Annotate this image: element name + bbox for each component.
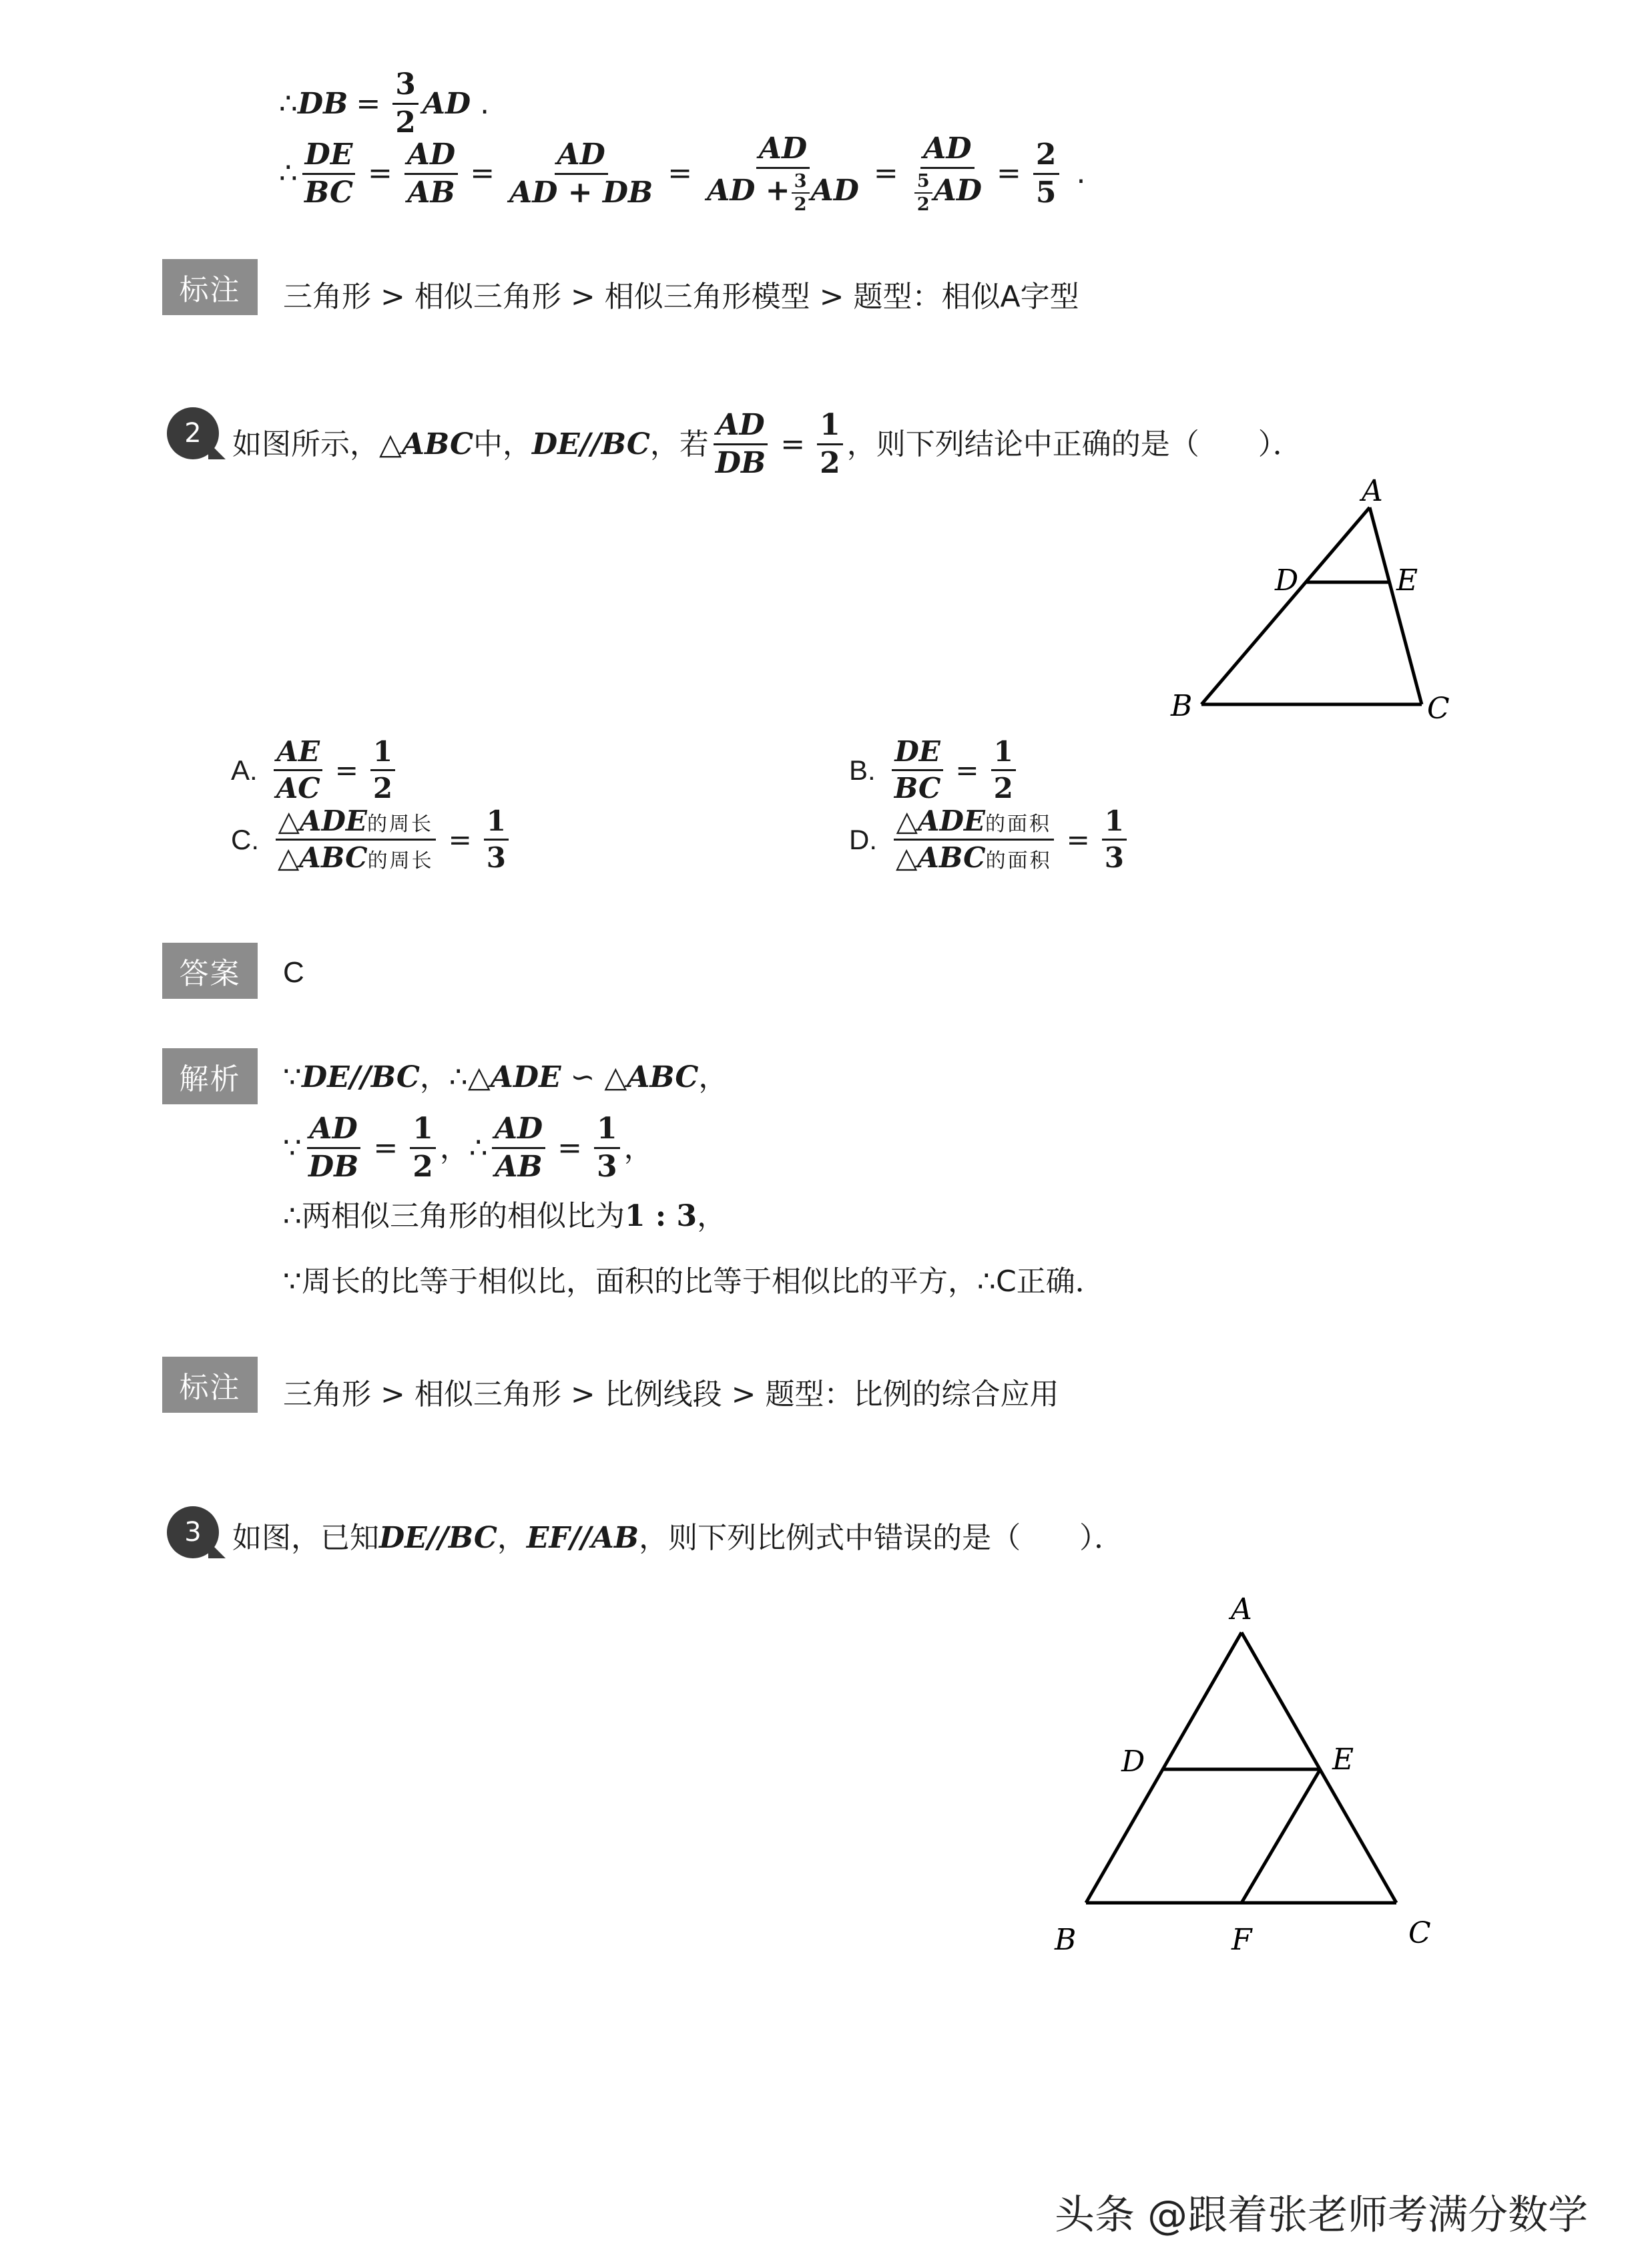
- fraction: $\frac{DE}{BC}$: [302, 140, 356, 208]
- tag-text: 三角形 > 相似三角形 > 相似三角形模型 > 题型：相似A字型: [283, 280, 1079, 314]
- vertex-label-e: E: [1396, 564, 1418, 598]
- equals-sign: =: [997, 156, 1021, 191]
- math-var: AD: [422, 86, 471, 121]
- fraction: $\frac{AD}{AD + DB}$: [509, 137, 653, 210]
- side-ab: [1201, 507, 1370, 704]
- question-number-badge: 3: [167, 1506, 219, 1558]
- analysis-line-2: ∵ $\frac{AD}{DB}$ = $\frac{1}{2}$ ，∴ $\frac{AD}{AB}$ = $\frac{1}{3}$ ，: [283, 1112, 653, 1184]
- triangle-figure-q3: [1041, 1589, 1455, 1963]
- equals-sign: =: [368, 156, 392, 191]
- analysis-label: 解析: [162, 1048, 258, 1104]
- period: .: [480, 86, 490, 121]
- triangle-figure-q2: [1161, 467, 1468, 734]
- period: .: [1076, 156, 1086, 191]
- option-c[interactable]: C. $\frac{\text{△ADE的周长}}{\text{△ABC的周长}}$ = $\frac{1}{3}$: [231, 807, 513, 873]
- analysis-line-4: ∵周长的比等于相似比，面积的比等于相似比的平方，∴C正确．: [283, 1265, 1105, 1299]
- vertex-label-a: A: [1231, 1592, 1252, 1626]
- fraction: AD $\frac{5}{2}$ AD: [910, 134, 985, 214]
- analysis-line-1: ∵ DE//BC ，∴△ ADE ∽ △ ABC ，: [283, 1060, 728, 1094]
- equals-sign: =: [470, 156, 495, 191]
- segment-ef: [1242, 1769, 1320, 1903]
- therefore-sign: ∴: [279, 156, 298, 191]
- equals-sign: =: [356, 86, 381, 121]
- vertex-label-b: B: [1055, 1923, 1077, 1957]
- option-d[interactable]: D. $\frac{\text{△ADE的面积}}{\text{△ABC的面积}}$ = $\frac{1}{3}$: [849, 807, 1131, 873]
- vertex-label-d: D: [1275, 564, 1299, 598]
- answer-label: 答案: [162, 943, 258, 999]
- option-b[interactable]: B. $\frac{DE}{BC}$ = $\frac{1}{2}$: [849, 737, 1020, 803]
- fraction: $\frac{2}{5}$: [1033, 140, 1059, 208]
- fraction: $\frac{3}{2}$: [392, 69, 419, 138]
- question-3-text: 如图，已知 DE//BC ， EF//AB ，则下列比例式中错误的是（ ）．: [232, 1521, 1124, 1555]
- vertex-label-d: D: [1121, 1745, 1145, 1779]
- vertex-label-f: F: [1231, 1923, 1252, 1957]
- tag-label: 标注: [162, 259, 258, 315]
- answer-value: C: [283, 956, 304, 989]
- vertex-label-e: E: [1332, 1743, 1354, 1777]
- tag-text: 三角形 > 相似三角形 > 比例线段 > 题型：比例的综合应用: [283, 1377, 1059, 1411]
- vertex-label-b: B: [1171, 689, 1193, 723]
- fraction: AD AD + $\frac{3}{2}$ AD: [707, 132, 859, 215]
- fraction: $\frac{AD}{AB}$: [404, 140, 458, 208]
- vertex-label-c: C: [1427, 692, 1450, 726]
- analysis-line-3: ∴两相似三角形的相似比为 1 : 3 ，: [283, 1199, 727, 1233]
- prev-line-2: [279, 134, 1086, 214]
- equals-sign: =: [667, 156, 693, 191]
- vertex-label-a: A: [1362, 474, 1383, 508]
- vertex-label-c: C: [1408, 1916, 1431, 1950]
- therefore-sign: ∴: [279, 86, 298, 121]
- side-ac: [1370, 507, 1422, 704]
- equals-sign: =: [873, 156, 898, 191]
- option-a[interactable]: A. $\frac{AE}{AC}$ = $\frac{1}{2}$: [231, 737, 399, 803]
- watermark: 头条 @跟着张老师考满分数学: [1055, 2192, 1589, 2239]
- question-number-badge: 2: [167, 407, 219, 459]
- question-2-text: 如图所示， △ ABC 中， DE//BC ，若 $\frac{AD}{DB}$ = $\frac{1}{2}$ ，则下列结论中正确的是（ ）．: [232, 408, 1302, 481]
- tag-label: 标注: [162, 1357, 258, 1413]
- prev-line-1: [279, 69, 489, 138]
- math-var: DB: [298, 86, 348, 121]
